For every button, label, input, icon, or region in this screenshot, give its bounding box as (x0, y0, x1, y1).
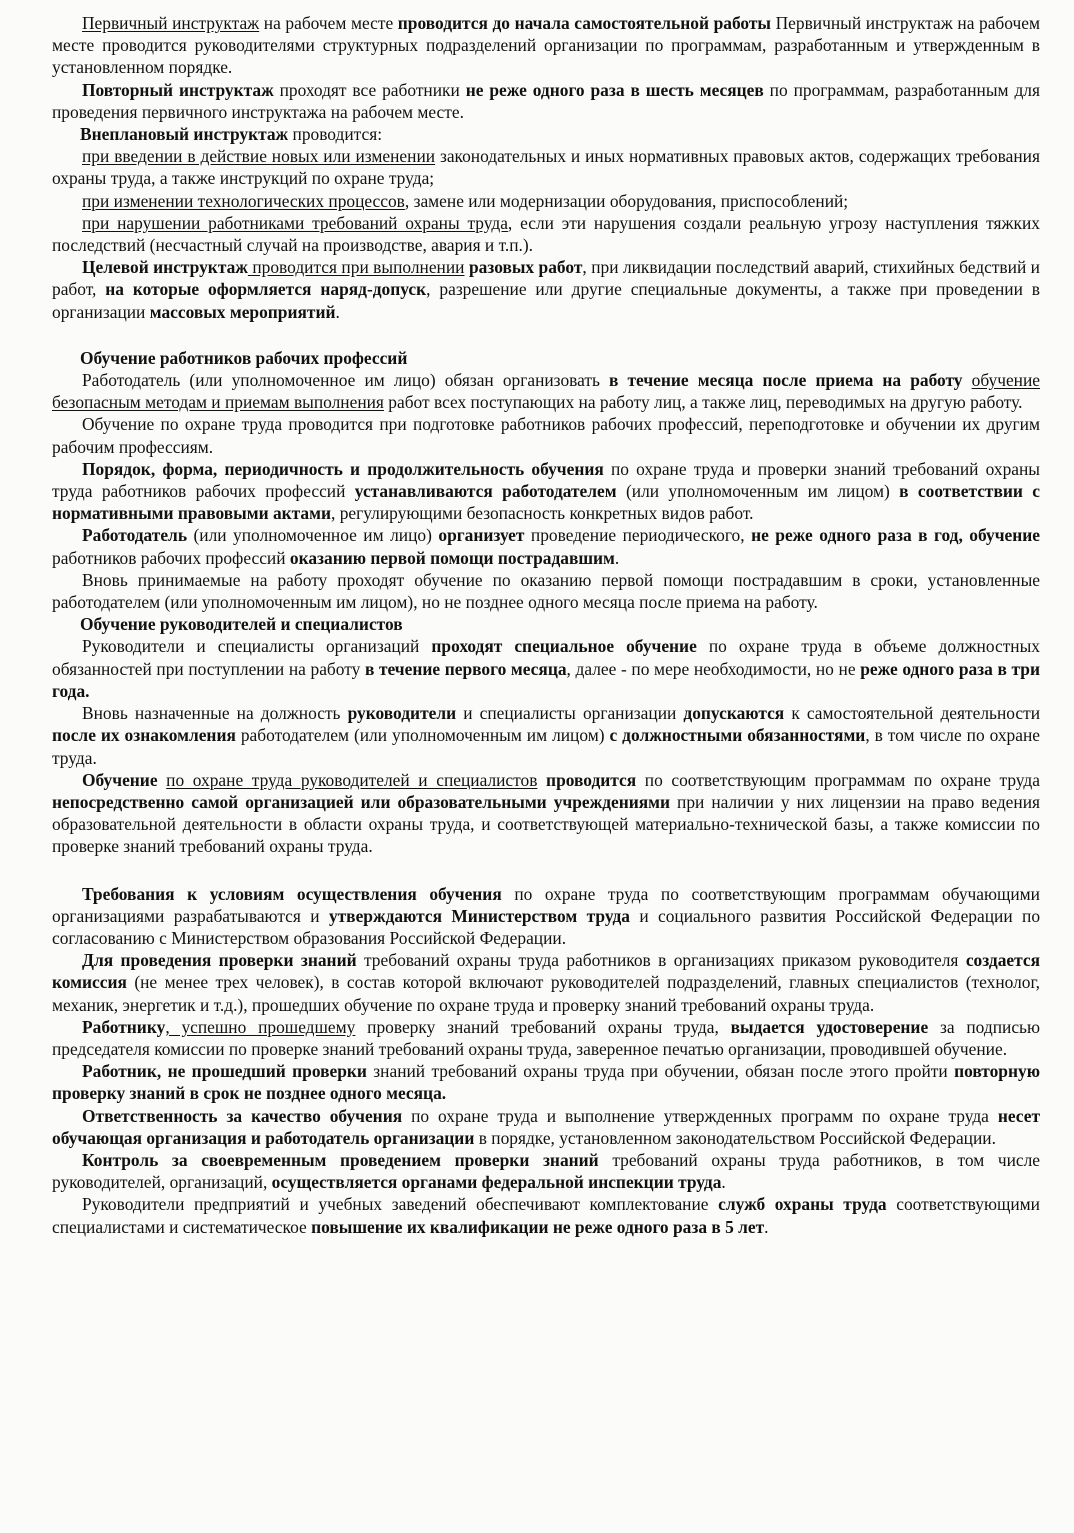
bold-text: не реже одного раза в шесть месяцев (465, 79, 764, 100)
document-paragraph (52, 145, 1040, 189)
bold-text: устанавливаются работодателем (354, 481, 617, 502)
bold-text: утверждаются Министерством труда (328, 905, 630, 926)
document-paragraph (52, 1060, 1040, 1104)
bold-text: повторную проверку знаний в срок не позднее одного месяца. (52, 1061, 1040, 1104)
bold-text: создается комиссия (52, 950, 1040, 993)
bold-text: Работнику (82, 1016, 166, 1037)
text-run: проходят все работники (273, 79, 466, 100)
document-paragraph (52, 347, 1040, 369)
underlined-text: при введении в действие новых или изменении (82, 146, 436, 167)
document-paragraph (52, 613, 1040, 635)
text-run: , регулирующими безопасность конкретных видов работ. (331, 503, 754, 524)
document-paragraph (52, 12, 1040, 79)
bold-text: служб охраны труда (718, 1194, 887, 1215)
bold-text: повышение их квалификации не реже одного раза в 5 лет (311, 1216, 765, 1237)
underlined-text: обучение безопасным методам и приемам выполнения (52, 370, 1040, 413)
bold-text: массовых мероприятий (149, 301, 336, 322)
bold-text: Требования к условиям осуществления обучения (82, 883, 502, 904)
bold-text: не реже одного раза в год, обучение (751, 525, 1040, 546)
bold-text: Для проведения проверки знаний (82, 950, 357, 971)
text-run: , при ликвидации последствий аварий, стихийных бедствий и работ, (52, 257, 1040, 300)
document-paragraph (52, 1193, 1040, 1237)
bold-text: с должностными обязанностями (609, 725, 866, 746)
document-paragraph (52, 1149, 1040, 1193)
underlined-text: при изменении технологических процессов (82, 190, 405, 211)
text-run: Вновь принимаемые на работу проходят обучение по оказанию первой помощи пострадавшим в сроки, установленные работодателем (или уполномоченным им лицом), но не позднее одного месяца после приема на работу. (52, 569, 1040, 613)
underlined-text: по охране труда руководителей и специалистов (166, 769, 538, 790)
bold-text: в соответствии с нормативными правовыми актами (52, 481, 1040, 524)
bold-text: Обучение (82, 769, 158, 790)
bold-text: Целевой инструктаж (82, 257, 248, 278)
bold-text: осуществляется органами федеральной инспекции труда (271, 1172, 722, 1193)
bold-text: непосредственно самой организацией или образовательными учреждениями (52, 791, 671, 812)
text-run: , в том числе по охране труда. (52, 725, 1041, 768)
bold-text: выдается удостоверение (730, 1016, 929, 1037)
text-run: Руководители предприятий и учебных заведений обеспечивают комплектование (82, 1194, 719, 1215)
bold-text: разовых работ (468, 257, 583, 278)
bold-text: проходят специальное обучение (431, 636, 697, 657)
document-paragraph (52, 79, 1040, 123)
document-paragraph (52, 369, 1040, 413)
bold-text: в течение месяца после приема на работу (609, 370, 963, 391)
bold-text: допускаются (683, 703, 785, 724)
document-paragraph (52, 524, 1040, 568)
text-run: требований охраны труда работников в организациях приказом руководителя (356, 950, 966, 971)
bold-text: в течение первого месяца (364, 658, 567, 679)
bold-text: несет обучающая организация и работодатель организации (52, 1105, 1040, 1148)
document-paragraph (52, 1016, 1040, 1060)
text-run: Работодатель (или уполномоченное им лицо) обязан организовать (82, 370, 610, 391)
document-paragraph (52, 190, 1040, 212)
text-run (158, 770, 167, 790)
document-paragraph (52, 123, 1040, 145)
underlined-text: проводится при выполнении (247, 257, 465, 278)
text-run: к самостоятельной деятельности (784, 703, 1041, 724)
bold-text: Обучение руководителей и специалистов (80, 614, 403, 635)
bold-text: Внеплановый инструктаж (80, 124, 289, 145)
bold-text: на которые оформляется наряд-допуск (105, 279, 427, 300)
bold-text: руководители (347, 703, 457, 724)
document-paragraph (52, 635, 1040, 702)
text-run: . (335, 301, 340, 322)
bold-text: проводится до начала самостоятельной работы (397, 13, 771, 33)
underlined-text: при нарушении работниками требований охраны труда (82, 212, 508, 233)
bold-text: организует (438, 525, 525, 546)
text-run: при наличии у них лицензии на право ведения образовательной деятельности в области охраны труда, и соответствующей материально-технической базы, а также комиссии по проверке знаний требований охраны труда. (52, 791, 1041, 857)
text-run: проведение периодического, (524, 525, 752, 546)
document-paragraph (52, 883, 1040, 950)
text-run: по охране труда по соответствующим программам обучающими организациями разрабатываются и (52, 883, 1040, 926)
bold-text: оказанию первой помощи пострадавшим (289, 547, 615, 568)
text-run: по охране труда и проверки знаний требований охраны труда работников рабочих профессий (52, 458, 1040, 502)
bold-text: проводится (546, 769, 637, 790)
text-run: , замене или модернизации оборудования, приспособлений; (404, 190, 849, 211)
text-run: проводится: (288, 124, 383, 145)
text-run: . (614, 547, 620, 568)
bold-text: Контроль за своевременным проведением проверки знаний (82, 1149, 599, 1170)
bold-text: Обучение работников рабочих профессий (80, 347, 408, 368)
text-run: по охране труда и выполнение утвержденных программ по охране труда (402, 1105, 998, 1126)
text-run: (или уполномоченное им лицо) (187, 525, 439, 546)
text-run: , если эти нарушения создали реальную угрозу наступления тяжких последствий (несчастный случай на производстве, авария и т.п.). (52, 212, 1041, 256)
bold-text: реже одного раза в три года. (52, 658, 1040, 701)
text-run: на рабочем месте (259, 13, 398, 33)
underlined-text: , успешно прошедшему (165, 1016, 356, 1037)
text-run: знаний требований охраны труда при обучении, обязан после этого пройти (366, 1061, 955, 1082)
text-run: и специалисты организации (456, 703, 684, 724)
document-paragraph (52, 1105, 1040, 1149)
text-run: законодательных и иных нормативных правовых актов, содержащих требования охраны труда, а также инструкций по охране труда; (52, 146, 1040, 189)
bold-text: Повторный инструктаж (82, 79, 274, 100)
bold-text: Ответственность за качество обучения (82, 1105, 403, 1126)
bold-text: Работник, не прошедший проверки (82, 1061, 367, 1082)
bold-text: Работодатель (82, 525, 188, 546)
text-run (963, 370, 972, 390)
document-paragraph (52, 212, 1040, 256)
text-run: Обучение по охране труда проводится при подготовке работников рабочих профессий, переподготовке и обучении их другим рабочим профессиям. (52, 414, 1040, 457)
text-run: проверку знаний требований охраны труда, (355, 1016, 731, 1037)
bold-text: Порядок, форма, периодичность и продолжительность обучения (82, 458, 604, 479)
text-run: (или уполномоченным им лицом) (616, 481, 900, 502)
text-run: соответствующими специалистами и систематическое (52, 1194, 1040, 1237)
text-run: Вновь назначенные на должность (82, 703, 348, 724)
text-run: , далее - по мере необходимости, но не (566, 658, 861, 679)
text-run: , разрешение или другие специальные документы, а также при проведении в организации (52, 279, 1041, 322)
text-run (537, 770, 546, 790)
text-run: работ всех поступающих на работу лиц, а также лиц, переводимых на другую работу. (383, 392, 1023, 413)
text-run: требований охраны труда работников, в том числе руководителей, организаций, (52, 1149, 1041, 1193)
text-run: . (764, 1216, 769, 1237)
text-run: по соответствующим программам по охране труда (636, 769, 1040, 790)
underlined-text: Первичный инструктаж (82, 13, 260, 33)
document-paragraph (52, 769, 1040, 858)
document-paragraph (52, 949, 1040, 1016)
bold-text: после их ознакомления (52, 725, 236, 746)
document-paragraph (52, 256, 1040, 323)
text-run: по охране труда в объеме должностных обязанностей при поступлении на работу (52, 636, 1040, 679)
document-paragraph (52, 458, 1040, 525)
text-run: и социального развития Российской Федерации по согласованию с Министерством образования Российской Федерации. (52, 905, 1041, 948)
text-run: Руководители и специалисты организаций (82, 636, 432, 657)
text-run: за подписью председателя комиссии по проверке знаний требований охраны труда, заверенное печатью организации, проводившей обучение. (52, 1016, 1040, 1059)
text-run: по программам, разработанным для проведения первичного инструктажа на рабочем месте. (52, 79, 1040, 122)
document-paragraph (52, 569, 1040, 613)
text-run: . (721, 1172, 726, 1193)
text-run: Первичный инструктаж на рабочем месте проводится руководителями структурных подразделений организации по программам, разработанным и утвержденным в установленном порядке. (52, 13, 1040, 78)
text-run: работодателем (или уполномоченным им лицом) (235, 725, 610, 746)
document-paragraph (52, 702, 1040, 769)
document-paragraph (52, 413, 1040, 457)
text-run: работников рабочих профессий (52, 547, 290, 568)
text-run: (не менее трех человек), в состав которой включают руководителей подразделений, главных специалистов (технолог, механик, энергетик и т.д.), прошедших обучение по охране труда и проверку знаний требований охраны труда. (52, 972, 1040, 1015)
text-run: в порядке, установленном законодательством Российской Федерации. (474, 1127, 996, 1148)
